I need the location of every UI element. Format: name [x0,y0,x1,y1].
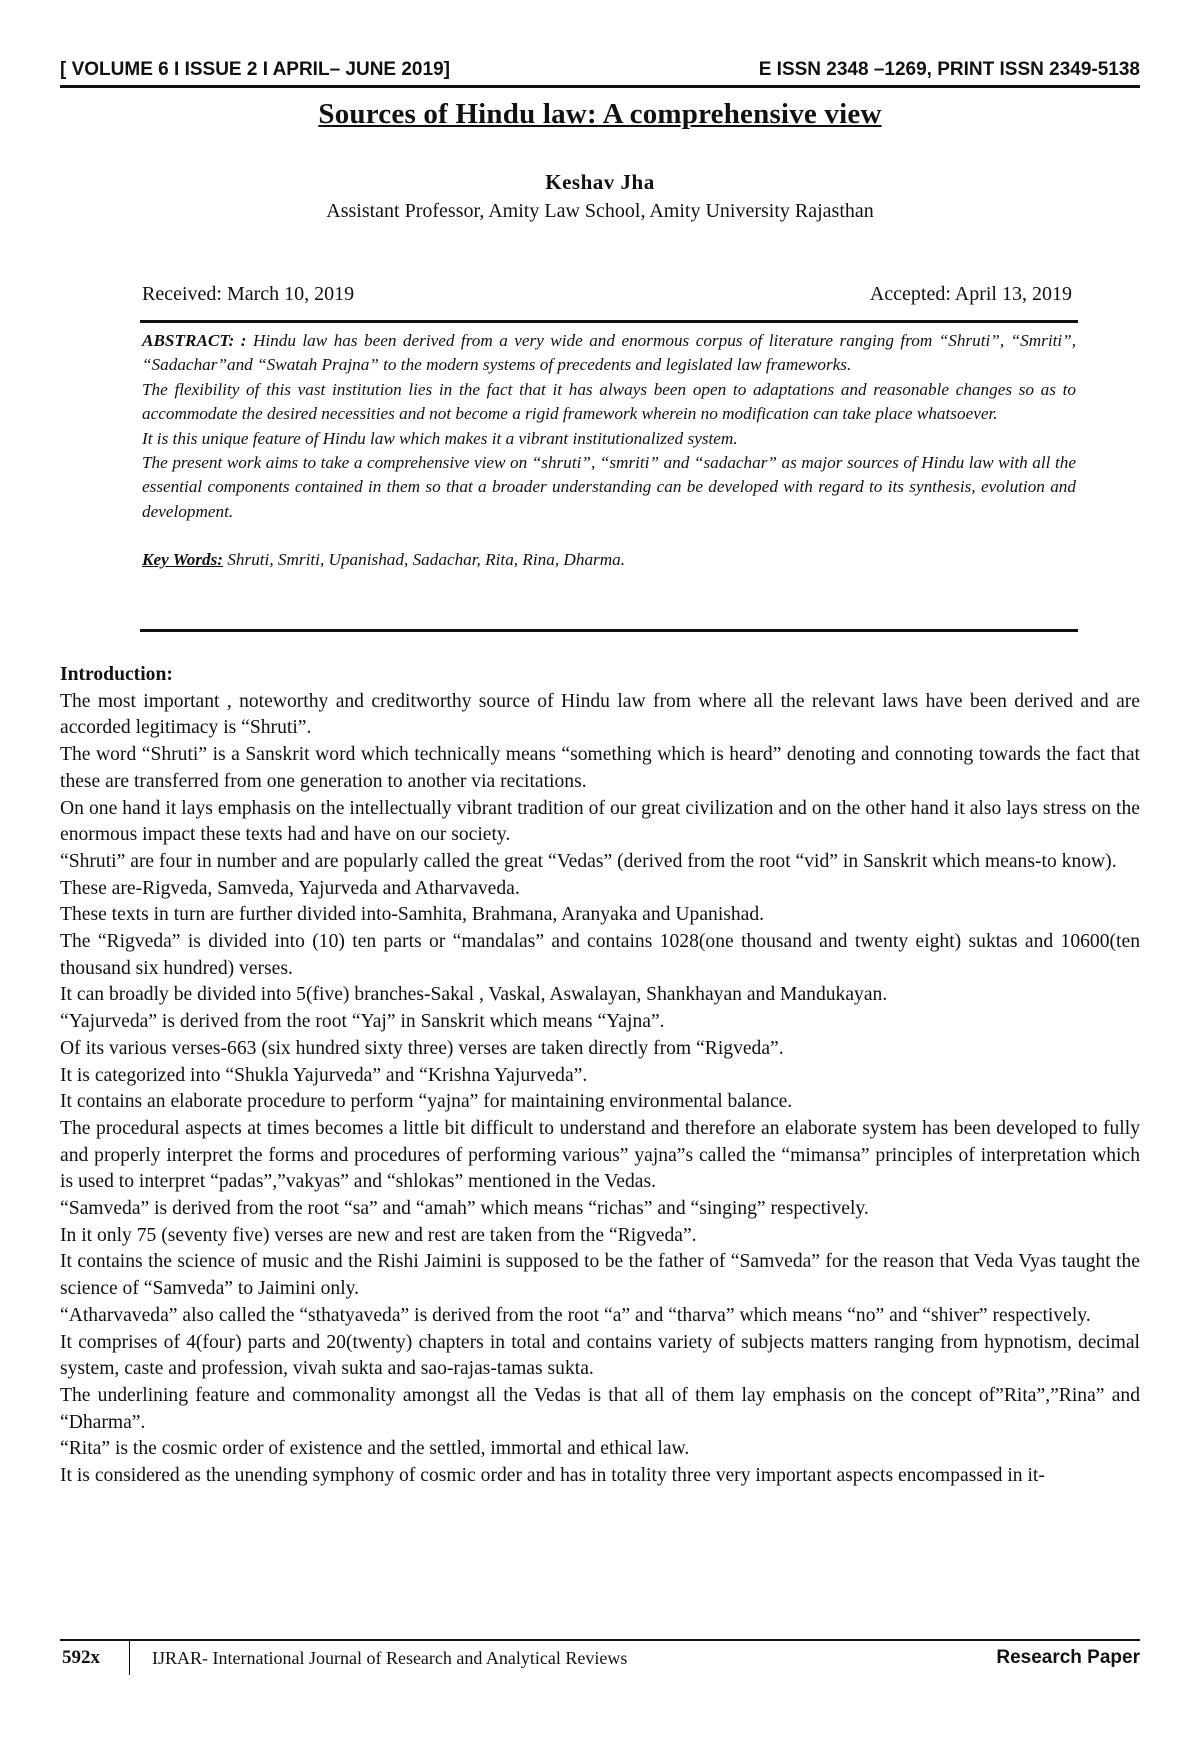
author-affiliation: Assistant Professor, Amity Law School, Amity University Rajasthan [326,200,874,222]
abstract-paragraph: It is this unique feature of Hindu law which makes it a vibrant institutionalized system. [142,428,738,448]
body-paragraph: It can broadly be divided into 5(five) branches-Sakal , Vaskal, Aswalayan, Shankhayan and Mandukayan. [60,984,888,1006]
body-paragraph: “Shruti” are four in number and are popularly called the great “Vedas” (derived from the root “vid” in Sanskrit which means-to know). [60,850,1117,872]
paper-title: Sources of Hindu law: A comprehensive view [318,98,882,130]
page-number: 592x [60,1641,130,1675]
body-paragraph: “Atharvaveda” also called the “sthatyaveda” is derived from the root “a” and “tharva” which means “no” and “shiver” respectively. [60,1304,1091,1326]
abstract-paragraph: The present work aims to take a comprehensive view on “shruti”, “smriti” and “sadachar” as major sources of Hindu law with all the essential components contained in them so that a broader understanding can be developed with regard to its synthesis, evolution and development. [142,453,1076,521]
running-header [60,52,1140,88]
body-paragraph: The procedural aspects at times becomes a little bit difficult to understand and therefore an elaborate system has been developed to fully and properly interpret the forms and procedures of performing various” yajna”s called the “mimansa” principles of interpretation which is used to interpret “padas”,”vakyas” and “shlokas” mentioned in the Vedas. [60,1117,1140,1193]
keywords [142,548,1076,572]
body-paragraph: “Rita” is the cosmic order of existence and the settled, immortal and ethical law. [60,1438,690,1460]
journal-name: IJRAR- International Journal of Research and Analytical Reviews [152,1647,628,1668]
keywords-list: Shruti, Smriti, Upanishad, Sadachar, Rita, Rina, Dharma. [227,550,626,570]
body-paragraph: It contains an elaborate procedure to perform “yajna” for maintaining environmental balance. [60,1091,793,1113]
body-paragraph: These texts in turn are further divided into-Samhita, Brahmana, Aranyaka and Upanishad. [60,904,765,926]
body-paragraph: In it only 75 (seventy five) verses are new and rest are taken from the “Rigveda”. [60,1224,697,1246]
body-paragraph: The “Rigveda” is divided into (10) ten parts or “mandalas” and contains 1028(one thousand and twenty eight) suktas and 10600(ten thousand six hundred) verses. [60,931,1140,979]
abstract [140,320,1078,632]
body-paragraph: “Yajurveda” is derived from the root “Yaj” in Sanskrit which means “Yajna”. [60,1011,665,1033]
body-paragraph: These are-Rigveda, Samveda, Yajurveda and Atharvaveda. [60,877,520,899]
body-paragraph: It contains the science of music and the Rishi Jaimini is supposed to be the father of “Samveda” for the reason that Veda Vyas taught the science of “Samveda” to Jaimini only. [60,1251,1140,1300]
running-footer [60,1639,1140,1675]
abstract-paragraph: ABSTRACT: : Hindu law has been derived from a very wide and enormous corpus of literature ranging from “Shruti”, “Smriti”, “Sadachar”and “Swatah Prajna” to the modern systems of precedents and legislated law frameworks. [142,331,1077,375]
volume-info: [ VOLUME 6 I ISSUE 2 I APRIL– JUNE 2019] [60,59,450,80]
body-paragraph: It comprises of 4(four) parts and 20(twenty) chapters in total and contains variety of subjects matters ranging from hypnotism, decimal system, caste and profession, vivah sukta and sao-rajas-tamas sukta. [60,1331,1140,1380]
body-paragraph: It is considered as the unending symphony of cosmic order and has in totality three very important aspects encompassed in it- [60,1465,1045,1487]
author-name: Keshav Jha [545,170,655,194]
body-paragraph: “Samveda” is derived from the root “sa” and “amah” which means “richas” and “singing” respectively. [60,1198,869,1220]
body-paragraph: The most important , noteworthy and creditworthy source of Hindu law from where all the relevant laws have been derived and are accorded legitimacy is “Shruti”. [60,690,1140,739]
issn-info: E ISSN 2348 –1269, PRINT ISSN 2349-5138 [758,59,1140,80]
paper-type: Research Paper [996,1647,1140,1668]
section-heading: Introduction: [60,664,173,685]
abstract-label: ABSTRACT: : [142,331,247,350]
body-paragraph: On one hand it lays emphasis on the intellectually vibrant tradition of our great civilization and on the other hand it also lays stress on the enormous impact these texts had and have on our society. [60,797,1140,846]
accepted-date: Accepted: April 13, 2019 [869,283,1072,305]
body-paragraph: Of its various verses-663 (six hundred sixty three) verses are taken directly from “Rigveda”. [60,1037,784,1059]
body-paragraph: The underlining feature and commonality amongst all the Vedas is that all of them lay emphasis on the concept of”Rita”,”Rina” and “Dharma”. [60,1384,1140,1433]
body-paragraph: It is categorized into “Shukla Yajurveda” and “Krishna Yajurveda”. [60,1064,588,1086]
keywords-label: Key Words: [142,550,224,570]
abstract-paragraph: The flexibility of this vast institution lies in the fact that it has always been open to adaptations and reasonable changes so as to accommodate the desired necessities and not become a rigid framework wherein no modification can take place whatsoever. [142,379,1076,424]
received-date: Received: March 10, 2019 [142,283,355,305]
body-paragraph: The word “Shruti” is a Sanskrit word which technically means “something which is heard” denoting and connoting towards the fact that these are transferred from one generation to another via recitations. [60,744,1140,792]
submission-dates [142,283,1072,306]
body-text [60,662,1140,1490]
